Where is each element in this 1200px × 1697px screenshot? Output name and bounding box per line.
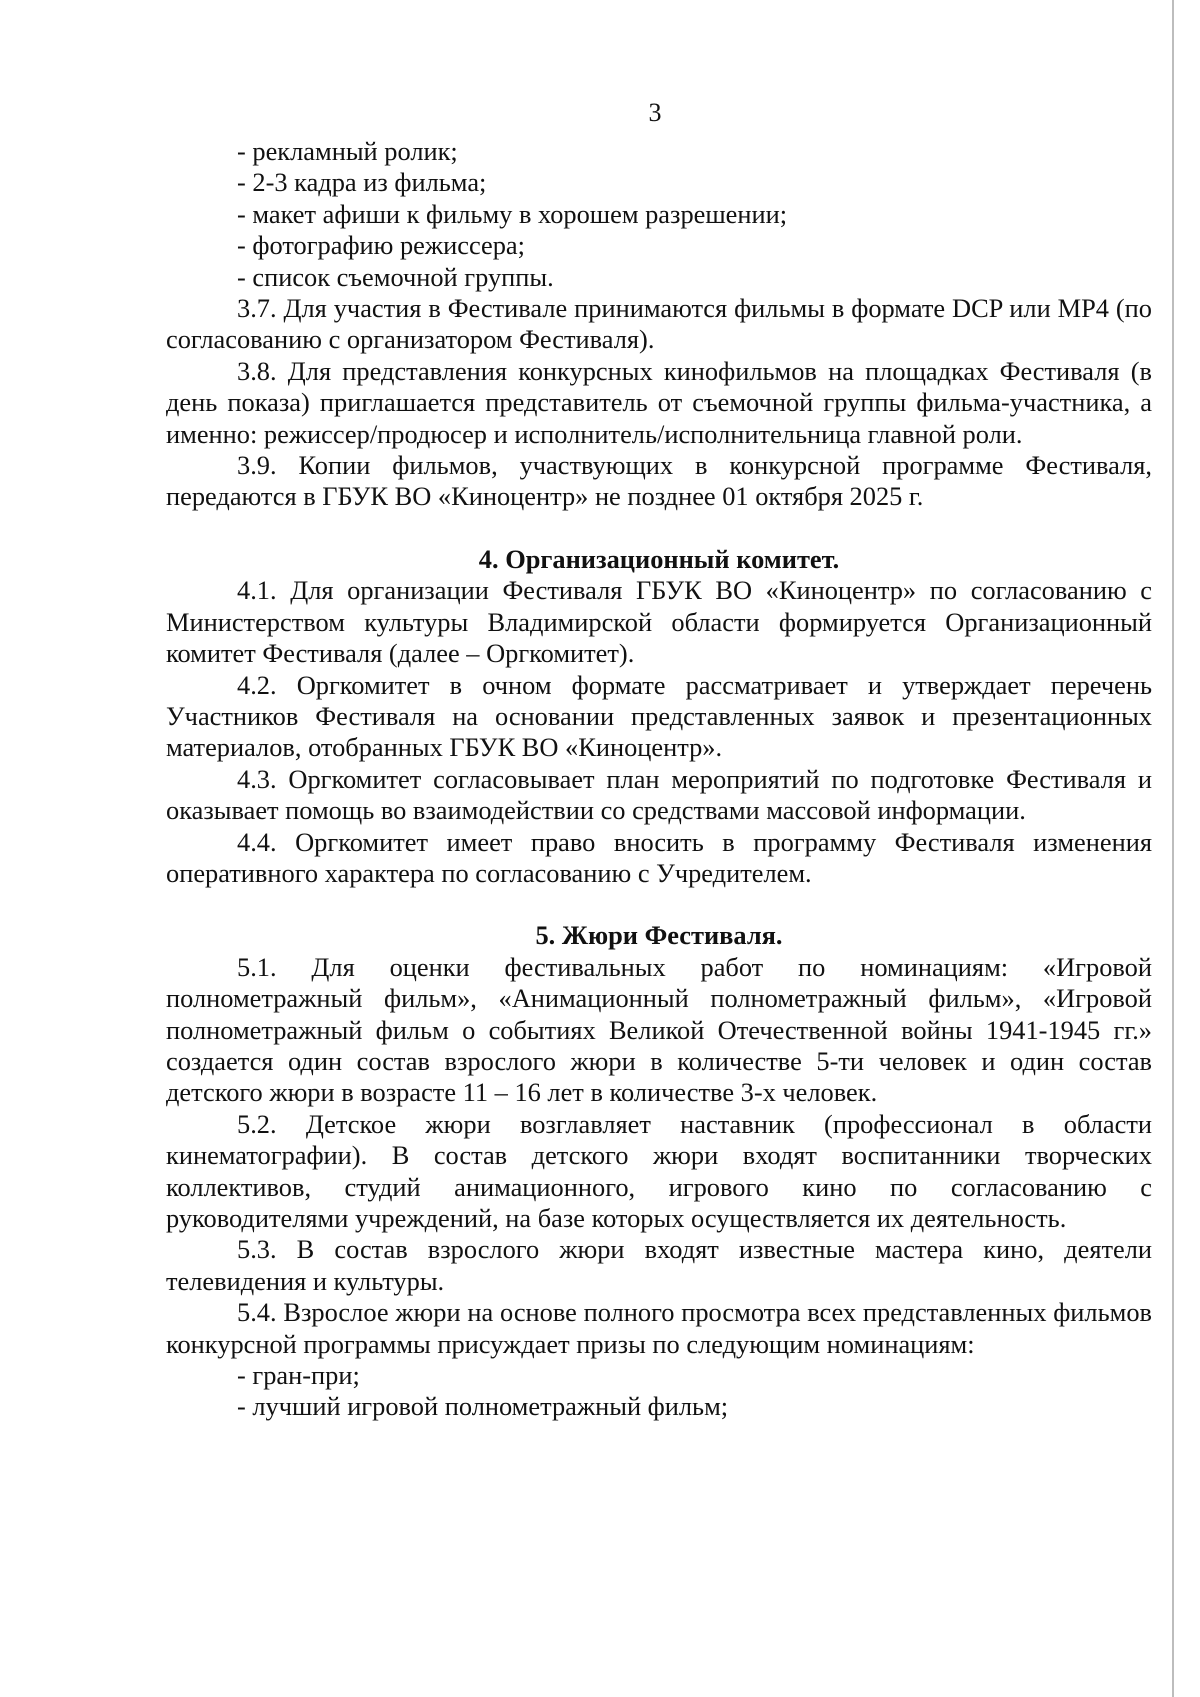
list-item-best-feature-film: - лучший игровой полнометражный фильм;: [237, 1391, 729, 1422]
paragraph-4-2: 4.2. Оргкомитет в очном формате рассматривает и утверждает перечень Участников Фестиваля на основании представленных заявок и презентационных материалов, отобранных ГБУК ВО «Киноцентр».: [166, 669, 1152, 763]
list-item-crew-list: - список съемочной группы.: [237, 261, 554, 292]
page-number: 3: [648, 98, 662, 127]
paragraph-3-8: 3.8. Для представления конкурсных кинофильмов на площадках Фестиваля (в день показа) приглашается представитель от съемочной группы фильма-участника, а именно: режиссер/продюсер и исполнитель/исполнительница главной роли.: [166, 355, 1152, 449]
section-5-title: 5. Жюри Фестиваля.: [535, 920, 783, 951]
paragraph-5-3: 5.3. В состав взрослого жюри входят известные мастера кино, деятели телевидения и культуры.: [166, 1234, 1152, 1296]
list-item-grand-prix: - гран-при;: [237, 1360, 360, 1391]
paragraph-4-4: 4.4. Оргкомитет имеет право вносить в программу Фестиваля изменения оперативного характера по согласованию с Учредителем.: [166, 826, 1152, 888]
paragraph-3-7: 3.7. Для участия в Фестивале принимаются фильмы в формате DCP или MP4 (по согласованию с организатором Фестиваля).: [166, 293, 1152, 355]
paragraph-4-1: 4.1. Для организации Фестиваля ГБУК ВО «Киноцентр» по согласованию с Министерством культуры Владимирской области формируется Организационный комитет Фестиваля (далее – Оргкомитет).: [166, 575, 1152, 669]
paragraph-4-3: 4.3. Оргкомитет согласовывает план мероприятий по подготовке Фестиваля и оказывает помощь во взаимодействии со средствами массовой информации.: [166, 763, 1152, 826]
list-item-promo-video: - рекламный ролик;: [237, 136, 458, 166]
list-item-poster-layout: - макет афиши к фильму в хорошем разрешении;: [237, 198, 788, 229]
paragraph-5-1: 5.1. Для оценки фестивальных работ по номинациям: «Игровой полнометражный фильм», «Анимационный полнометражный фильм», «Игровой полнометражный фильм о событиях Великой Отечественной войны 1941-1945 гг.» создается один состав взрослого жюри в количестве 5-ти человек и один состав детского жюри в возрасте 11 – 16 лет в количестве 3-х человек.: [166, 951, 1152, 1108]
list-item-director-photo: - фотографию режиссера;: [237, 230, 525, 261]
document-body: [166, 136, 1152, 1423]
paragraph-3-9: 3.9. Копии фильмов, участвующих в конкурсной программе Фестиваля, передаются в ГБУК ВО «Киноцентр» не позднее 01 октября 2025 г.: [166, 450, 1152, 512]
page-edge-line: [1172, 0, 1174, 1697]
list-item-film-frames: - 2-3 кадра из фильма;: [237, 167, 487, 198]
section-4-title: 4. Организационный комитет.: [478, 543, 840, 574]
paragraph-5-2: 5.2. Детское жюри возглавляет наставник (профессионал в области кинематографии). В состав детского жюри входят воспитанники творческих коллективов, студий анимационного, игрового кино по согласованию с руководителями учреждений, на базе которых осуществляется их деятельность.: [166, 1108, 1152, 1233]
paragraph-5-4: 5.4. Взрослое жюри на основе полного просмотра всех представленных фильмов конкурсной программы присуждает призы по следующим номинациям:: [166, 1297, 1152, 1359]
